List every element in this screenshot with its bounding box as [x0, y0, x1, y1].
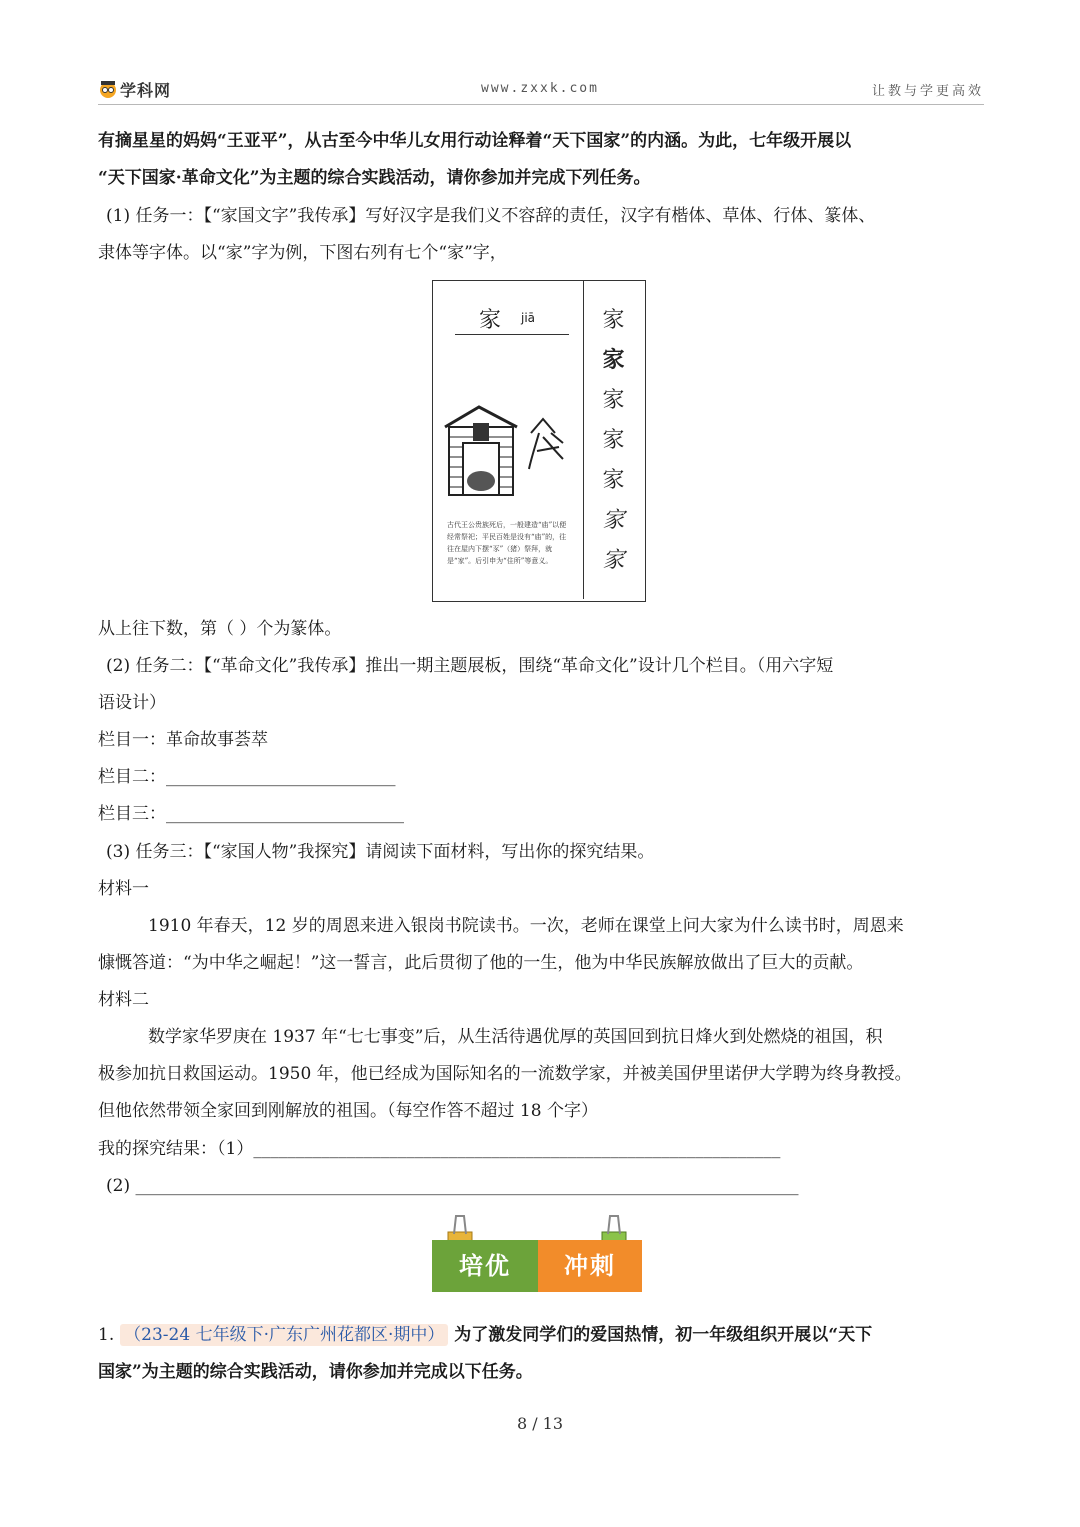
peiyou-chongci-banner — [432, 1212, 642, 1294]
banner-left-label: 培优 — [432, 1240, 538, 1292]
material-1-title: 材料一 — [98, 879, 149, 899]
logo-text: 学科网 — [120, 80, 172, 100]
material-2-line-3: 但他依然带领全家回到刚解放的祖国。（每空作答不超过 18 个字） — [98, 1101, 598, 1121]
question-1-line-2: 国家”为主题的综合实践活动，请你参加并完成以下任务。 — [98, 1362, 533, 1382]
column-1: 栏目一：革命故事荟萃 — [98, 730, 268, 750]
glyph-3: 家 — [602, 388, 625, 413]
figure-character: 家 — [479, 308, 502, 333]
figure-divider — [455, 334, 569, 335]
question-source-tag: （23-24 七年级下·广东广州花都区·期中） — [120, 1324, 448, 1346]
jia-character-figure — [432, 280, 646, 602]
task2-line-1: (2) 任务二：【“革命文化”我传承】推出一期主题展板，围绕“革命文化”设计几个栏目。（用六字短 — [106, 656, 834, 676]
task1-line-1: (1) 任务一：【“家国文字”我传承】写好汉字是我们义不容辞的责任，汉字有楷体、草体、行体、篆体、 — [106, 206, 876, 226]
logo-icon — [98, 79, 118, 99]
material-2-line-1: 数学家华罗庚在 1937 年“七七事变”后，从生活待遇优厚的英国回到抗日烽火到处燃烧的祖国，积 — [148, 1027, 883, 1047]
material-2-title: 材料二 — [98, 990, 149, 1010]
intro-line-2: “天下国家·革命文化”为主题的综合实践活动，请你参加并完成下列任务。 — [98, 168, 651, 188]
task2-line-2: 语设计） — [98, 693, 166, 713]
glyph-7: 家 — [602, 548, 625, 573]
material-1-line-2: 慷慨答道：“为中华之崛起！”这一誓言，此后贯彻了他的一生，他为中华民族解放做出了巨大的贡献。 — [98, 953, 864, 973]
question-1-text-1: 为了激发同学们的爱国热情，初一年级组织开展以“天下 — [454, 1325, 873, 1345]
glyph-2: 家 — [602, 347, 625, 373]
figure-pinyin: jiā — [521, 311, 536, 325]
page-header — [98, 76, 984, 105]
header-slogan: 让教与学更高效 — [871, 84, 984, 99]
task3-line-1: (3) 任务三：【“家国人物”我探究】请阅读下面材料，写出你的探究结果。 — [106, 842, 655, 862]
task1-line-2: 隶体等字体。以“家”字为例，下图右列有七个“家”字， — [98, 243, 507, 263]
glyph-5: 家 — [602, 467, 625, 492]
glyph-6: 家 — [602, 508, 625, 533]
site-url: www.zxxk.com — [481, 81, 599, 96]
logo — [98, 78, 171, 100]
column-2-blank[interactable]: 栏目二：___________________________ — [98, 767, 396, 787]
page-number: 8 / 13 — [516, 1414, 564, 1433]
question-1-line-1 — [98, 1324, 872, 1346]
material-2-line-2: 极参加抗日救国运动。1950 年，他已经成为国际知名的一流数学家，并被美国伊里诺伊大学聘为终身教授。 — [98, 1064, 912, 1084]
result-1-blank[interactable]: 我的探究结果：（1）______________________________________________________________ — [98, 1139, 781, 1159]
figure-caption: 古代王公贵族死后，一般建造“庙”以便经常祭祀；平民百姓是没有“庙”的，往往在屋内下摆“豕”（猪）祭拜，就是“家”。后引申为“住所”等意义。 — [447, 521, 567, 565]
glyph-4: 家 — [602, 428, 625, 453]
task1-question: 从上往下数，第（ ）个为篆体。 — [98, 619, 342, 639]
material-1-line-1: 1910 年春天，12 岁的周恩来进入银岗书院读书。一次，老师在课堂上问大家为什么读书时，周恩来 — [148, 916, 904, 936]
figure-glyph-column — [583, 281, 644, 599]
figure-left-panel — [433, 281, 584, 599]
banner-right-label: 冲刺 — [538, 1240, 642, 1292]
intro-line-1: 有摘星星的妈妈“王亚平”，从古至今中华儿女用行动诠释着“天下国家”的内涵。为此，七年级开展以 — [98, 131, 852, 151]
column-3-blank[interactable]: 栏目三：____________________________ — [98, 804, 404, 824]
glyph-1: 家 — [602, 308, 625, 333]
house-pig-illustration — [439, 403, 575, 499]
question-number: 1. — [98, 1325, 115, 1345]
result-2-blank[interactable]: (2) ______________________________________________________________________________ — [106, 1176, 799, 1196]
